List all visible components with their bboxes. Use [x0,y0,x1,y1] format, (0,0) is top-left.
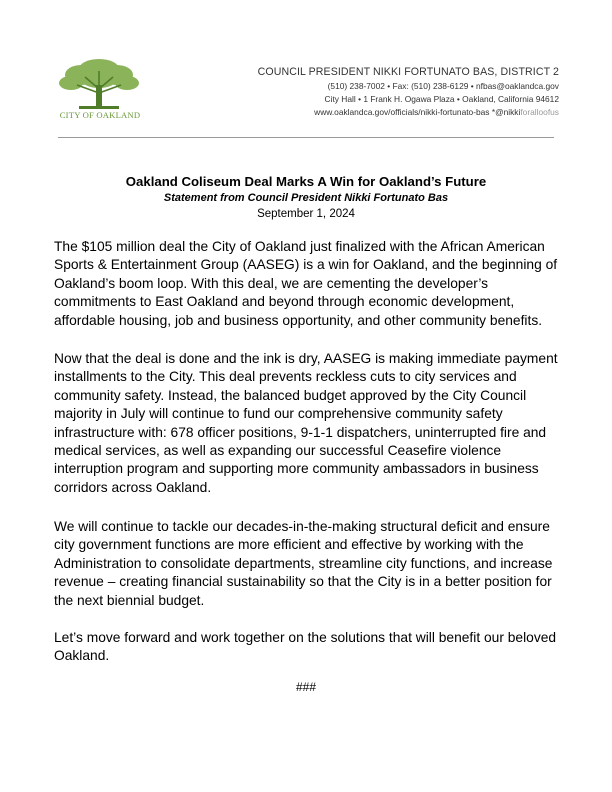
statement-subhead: Statement from Council President Nikki Fortunato Bas [163,192,449,204]
fax: Fax: (510) 238-6129 [392,81,469,91]
email-link[interactable]: nfbas@oaklandca.gov [475,81,559,91]
contact-address-line [258,93,559,106]
oak-tree-icon [57,55,141,111]
statement-date: September 1, 2024 [257,208,355,220]
body-paragraph-2: Now that the deal is done and the ink is dry, AASEG is making immediate payment installments to the City. This deal prevents reckless cuts to city services and community safety. Instead, the balanced budget approved by the City Council majority in July will continue to fund our comprehensive community safety infrastructure with: 678 officer positions, 9-1-1 dispatchers, uninterrupted fire and medical services, as well as expanding our successful Ceasefire violence interruption program and supporting more community ambassadors in business corridors across Oakland. [54,351,558,495]
star-separator: * [491,107,496,118]
body-paragraph-4: Let’s move forward and work together on the solutions that will benefit our beloved Oakland. [54,630,557,664]
phone: (510) 238-7002 [327,81,385,91]
street-address: 1 Frank H. Ogawa Plaza [363,94,455,105]
separator: • [358,94,361,105]
city-address: Oakland, California 94612 [462,94,559,105]
social-handle-suffix[interactable]: foralloofus [520,107,559,118]
body-paragraph-1: The $105 million deal the City of Oakland just finalized with the African American Sports & Entertainment Group (AASEG) is a win for Oakland, and the beginning of Oakland’s boom loop. With this deal, we are cementing the developer’s commitments to East Oakland and beyond through economic development, affordable housing, job and business opportunity, and other community benefits. [54,239,558,328]
contact-web-line [258,106,559,119]
office-title: COUNCIL PRESIDENT NIKKI FORTUNATO BAS, DISTRICT 2 [257,66,559,78]
separator: • [387,81,391,91]
logo-text: CITY OF OAKLAND [59,110,141,120]
location: City Hall [324,94,356,105]
closing-marks: ### [295,680,317,694]
body-paragraph-3: We will continue to tackle our decades-in-the-making structural deficit and ensure city government functions are more efficient and effective by working with the Administration to consolidate departments, streamline city functions, and increase revenue – creating financial sustainability so that the City is in a better position for the next biennial budget. [54,519,553,608]
city-of-oakland-logo [57,55,141,123]
separator: • [470,81,474,91]
website-link[interactable]: www.oaklandca.gov/officials/nikki-fortunato-bas [314,107,490,118]
separator: • [456,94,460,105]
statement-headline: Oakland Coliseum Deal Marks A Win for Oakland’s Future [125,174,487,189]
header-divider [58,137,554,138]
contact-phone-line [258,80,559,93]
social-handle-prefix[interactable]: @nikki [495,107,521,118]
contact-block [258,66,559,120]
